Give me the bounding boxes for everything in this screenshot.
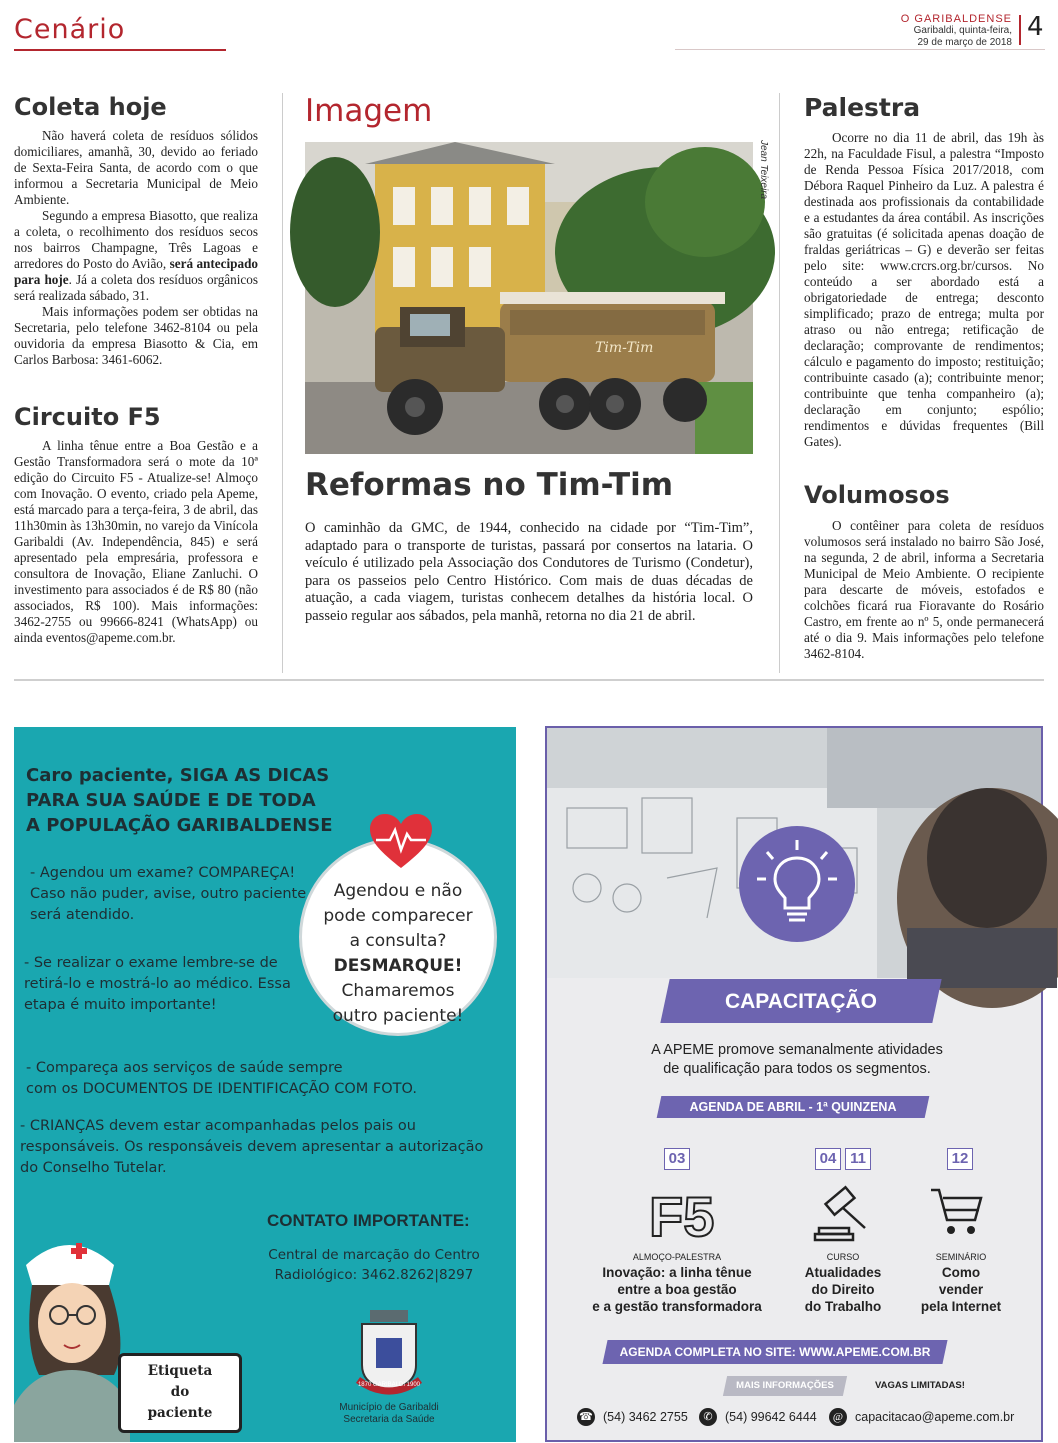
circuito-article [14, 403, 258, 646]
whatsapp-icon: ✆ [699, 1408, 717, 1426]
header-rule-right [675, 49, 1045, 50]
coleta-p3: Mais informações podem ser obtidas na Secretaria, pelo telefone 3462-8104 ou pela ouvidoria da empresa Biasotto & Cia, em Carlos Barbosa: 3461-6062. [14, 304, 258, 367]
bubble-text [302, 879, 494, 1029]
secretaria-label: Secretaria da Saúde [343, 1414, 435, 1425]
event3-line2: vender [938, 1282, 984, 1297]
event3-line3: pela Internet [920, 1299, 1002, 1314]
health-tip-4 [20, 1116, 483, 1179]
volumosos-title: Volumosos [804, 481, 950, 509]
health-tip-2 [24, 953, 291, 1016]
shopping-cart-icon [929, 1186, 985, 1238]
event2-type: CURSO [826, 1252, 860, 1262]
health-ad-headline [26, 763, 333, 838]
coleta-p2-end: . Já a coleta dos resíduos orgânicos será realizada sábado, 31. [14, 272, 258, 303]
vagas-label: VAGAS LIMITADAS! [875, 1380, 965, 1391]
crest-caption [314, 1402, 464, 1426]
column-rule-left [282, 93, 283, 673]
bubble-line6: outro paciente! [332, 1006, 464, 1026]
tip2-line3: etapa é muito importante! [24, 997, 217, 1013]
f5-icon [647, 1182, 715, 1248]
lightbulb-icon [737, 824, 857, 944]
page-number: 4 [1027, 12, 1044, 42]
email-address[interactable]: capacitacao@apeme.com.br [855, 1410, 1015, 1424]
coleta-article [14, 93, 258, 368]
event1-type: ALMOÇO-PALESTRA [632, 1252, 722, 1262]
header-rule [14, 49, 226, 51]
date-line-1: Garibaldi, quinta-feira, [913, 25, 1012, 36]
etiqueta-line3: paciente [147, 1405, 213, 1421]
crest-ribbon-text: 1870 GARIBALDI 1900 [357, 1382, 421, 1388]
date-line-2: 29 de março de 2018 [917, 37, 1012, 48]
event1-line2: entre a boa gestão [617, 1282, 737, 1297]
paper-name: O GARIBALDENSE [900, 13, 1012, 25]
agenda-label: AGENDA DE ABRIL - 1ª QUINZENA [689, 1100, 897, 1114]
f5-icon-text: F5 [649, 1185, 715, 1248]
heart-icon [368, 812, 434, 870]
page-number-divider [1019, 15, 1021, 45]
circuito-p1: A linha tênue entre a Boa Gestão e a Gestão Transformadora será o mote da 10ª edição do Circuito F5 - Atualize-se! Almoço com Inovação. O evento, criado pela Apeme, está marcado para a terça-feira, 3 de abril, das 11h30min às 13h30min, no varejo da Vinícola Garibaldi (Av. Independência, 845) e será apresentado pela empresária, professora e consultora de Inovação, Eliane Zanluchi. O investimento para associados é de R$ 80 (não associados, R$ 100). Mais informações: 3462-2755 ou 99666-8241 (WhatsApp) ou ainda eventos@apeme.com.br. [14, 438, 258, 645]
health-tip-1 [30, 863, 306, 926]
event2-line3: do Trabalho [804, 1299, 882, 1314]
event1-description [577, 1264, 777, 1315]
volumosos-article [804, 481, 1044, 662]
whatsapp-number[interactable]: (54) 99642 6444 [725, 1410, 817, 1424]
phone-number[interactable]: (54) 3462 2755 [603, 1410, 688, 1424]
event2-date-2: 11 [845, 1148, 871, 1170]
tip3-line2: com os DOCUMENTOS DE IDENTIFICAÇÃO COM FOTO. [26, 1081, 417, 1097]
etiqueta-line1: Etiqueta [147, 1363, 213, 1379]
health-headline-line1 [26, 763, 333, 788]
volumosos-body [804, 518, 1044, 662]
contato-text [254, 1245, 494, 1285]
truck-photo-illustration [305, 142, 753, 454]
phone-icon: ☎ [577, 1408, 595, 1426]
palestra-article [804, 93, 1044, 450]
section-title: Cenário [14, 14, 126, 45]
tip2-line1: - Se realizar o exame lembre-se de [24, 955, 278, 971]
event1-line1: Inovação: a linha tênue [602, 1265, 752, 1280]
photo-credit: Jean Teixeira [758, 140, 769, 200]
capacitacao-description [607, 1041, 987, 1079]
imagem-label: Imagem [305, 93, 433, 129]
palestra-title: Palestra [804, 93, 921, 122]
tip4-line1: - CRIANÇAS devem estar acompanhadas pelos pais ou [20, 1118, 416, 1134]
municipio-label: Município de Garibaldi [339, 1402, 439, 1413]
circuito-body [14, 438, 258, 646]
tip1-line3: será atendido. [30, 907, 135, 923]
coleta-title: Coleta hoje [14, 93, 167, 121]
apeme-ad [545, 726, 1043, 1442]
gavel-icon [813, 1184, 873, 1242]
bubble-line1: Agendou e não [333, 881, 463, 901]
health-ad [14, 727, 516, 1442]
health-headline-line3: A POPULAÇÃO GARIBALDENSE [26, 815, 333, 836]
etiqueta-line2: do [170, 1384, 190, 1400]
health-headline-greeting: Caro paciente, [26, 765, 180, 786]
event2-date-1: 04 [815, 1148, 841, 1170]
health-headline-line2: PARA SUA SAÚDE E DE TODA [26, 790, 316, 811]
health-headline-emphasis: SIGA AS DICAS [179, 765, 330, 786]
tip2-line2: retirá-lo e mostrá-lo ao médico. Essa [24, 976, 291, 992]
bubble-line5: Chamaremos [341, 981, 455, 1001]
event3-date: 12 [947, 1148, 973, 1170]
event3-type: SEMINÁRIO [935, 1252, 987, 1262]
palestra-p1: Ocorre no dia 11 de abril, das 19h às 22h, na Faculdade Fisul, a palestra “Imposto de Renda Pessoa Física 2017/2018, com Débora Raquel Pinheiro da Luz. A palestra é destinada aos profissionais da contabilidade e a estudantes da área contábil. As inscrições são gratuitas (é solicitada apenas doação de fraldas geriátricas – G) e deverão ser feitas pelo site: www.crcrs.org.br/cursos. No conteúdo a ser abordado está a obrigatoriedade de entrega; desconto simplificado; prazo de entrega; multa por atraso ou não entrega; retificação de declaração; comprovante de rendimentos; cálculo e pagamento do imposto; restituição; contribuinte casado (a); contribuinte menor; contribuinte que tenha companheiro (a); declaração em conjunto; espólio; rendimentos e dúvidas frequentes (Bill Gates). [804, 130, 1044, 449]
page-separator [14, 679, 1044, 681]
reformas-headline: Reformas no Tim-Tim [305, 467, 674, 503]
tip1-line1: - Agendou um exame? COMPAREÇA! [30, 865, 296, 881]
bubble-line3: a consulta? [349, 931, 447, 951]
event1-date: 03 [664, 1148, 690, 1170]
description-line1: A APEME promove semanalmente atividades [651, 1042, 943, 1058]
reformas-body: O caminhão da GMC, de 1944, conhecido na cidade por “Tim-Tim”, adaptado para o transporte de turistas, passará por consertos na lataria. O veículo é utilizado pela Associação dos Condutores de Turismo (Condetur), para os passeios pelo Centro Histórico. Com mais de duas décadas de atuação, a cada viagem, turistas conhecem detalhes da história local. O passeio regular aos sábados, pela manhã, retorna no dia 21 de abril. [305, 520, 753, 624]
palestra-body [804, 130, 1044, 450]
event2-line1: Atualidades [804, 1265, 882, 1280]
event2-line2: do Direito [811, 1282, 875, 1297]
event3-line1: Como [941, 1265, 981, 1280]
coleta-p2-start: Segundo a empresa Biasotto, que realiza a coleta, o recolhimento dos resíduos secos nos bairros Champagne, Três Lagoas e arredores do Posto do Avião, [14, 208, 258, 271]
coleta-body [14, 128, 258, 368]
event2-description [783, 1264, 903, 1315]
masthead [901, 13, 1012, 49]
mais-info-label: MAIS INFORMAÇÕES [736, 1380, 834, 1391]
description-line2: de qualificação para todos os segmentos. [663, 1061, 931, 1077]
capacitacao-title: CAPACITAÇÃO [724, 990, 878, 1013]
etiqueta-card [118, 1353, 242, 1433]
coleta-p1: Não haverá coleta de resíduos sólidos domiciliares, amanhã, 30, devido ao feriado de Sexta-Feira Santa, de acordo com o que informou a Secretaria Municipal de Meio Ambiente. [14, 128, 258, 207]
site-link[interactable]: AGENDA COMPLETA NO SITE: WWW.APEME.COM.BR [619, 1345, 931, 1359]
tim-tim-photo [305, 142, 753, 454]
bubble-line4: DESMARQUE! [333, 956, 463, 976]
contato-line1: Central de marcação do Centro [268, 1247, 480, 1263]
column-rule-right [779, 93, 780, 673]
contato-title: CONTATO IMPORTANTE: [267, 1211, 470, 1230]
volumosos-p1: O contêiner para coleta de resíduos volumosos será instalado no bairro São José, na segunda, 2 de abril, informa a Secretaria Municipal de Meio Ambiente. O recipiente para descarte de móveis, estofados e colchões ficará rua Fioravante do Rosário Castro, em frente ao nº 5, onde permanecerá até o dia 9. Mais informações pelo telefone 3462-8104. [804, 518, 1044, 661]
circuito-title: Circuito F5 [14, 403, 161, 431]
coleta-p2 [14, 208, 258, 304]
tip4-line2: responsáveis. Os responsáveis devem apresentar a autorização [20, 1139, 484, 1155]
email-icon: @ [829, 1408, 847, 1426]
tip1-line2: Caso não puder, avise, outro paciente [30, 886, 307, 902]
coleta-p2-bold: será antecipado para hoje [14, 256, 258, 287]
event1-line3: e a gestão transformadora [592, 1299, 762, 1314]
event3-description [901, 1264, 1021, 1315]
bubble-line2: pode comparecer [323, 906, 473, 926]
tip3-line1: - Compareça aos serviços de saúde sempre [26, 1060, 343, 1076]
tip4-line3: do Conselho Tutelar. [20, 1160, 167, 1176]
contato-line2: Radiológico: 3462.8262|8297 [274, 1267, 474, 1283]
health-tip-3 [26, 1058, 417, 1100]
truck-sign: Tim-Tim [595, 340, 654, 356]
